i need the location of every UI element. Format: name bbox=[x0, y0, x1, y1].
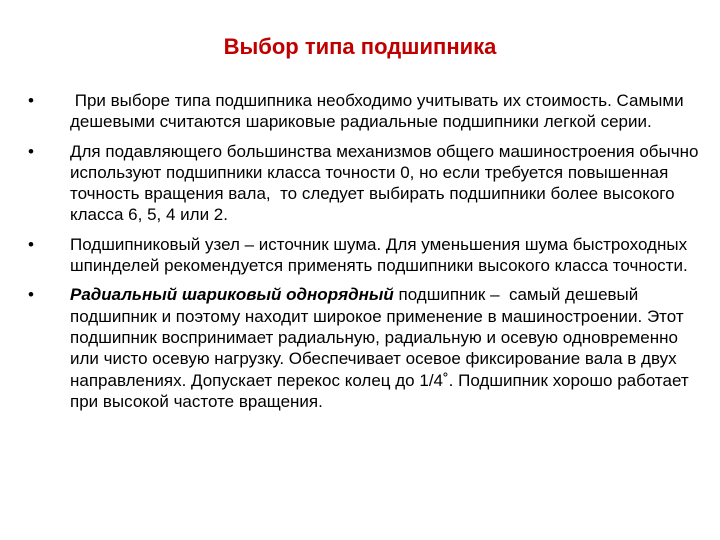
bullet-item-precision bbox=[28, 141, 703, 226]
bullet-item-noise bbox=[28, 234, 703, 277]
bullet-icon: • bbox=[28, 285, 34, 305]
bullet-item-cost bbox=[28, 90, 703, 133]
bullet-text: При выборе типа подшипника необходимо учитывать их стоимость. Самыми дешевыми считаются шариковые радиальные подшипники легкой серии. bbox=[70, 91, 684, 132]
slide-title: Выбор типа подшипника bbox=[223, 34, 497, 59]
bullet-icon: • bbox=[28, 141, 34, 161]
bullet-icon: • bbox=[28, 234, 34, 254]
bullet-icon: • bbox=[28, 91, 34, 110]
bullet-item-radial-ball bbox=[28, 284, 703, 412]
bullet-emphasis: Радиальный шариковый однорядный bbox=[70, 285, 394, 305]
bullet-list bbox=[28, 90, 703, 420]
bullet-text: Подшипниковый узел – источник шума. Для уменьшения шума быстроходных шпинделей рекомендуется применять подшипники высокого класса точности. bbox=[70, 234, 688, 276]
bullet-text: Для подавляющего большинства механизмов общего машиностроения обычно используют подшипники класса точности 0, но если требуется повышенная точность вращения вала, то следует выбирать подшипники более высокого класса 6, 5, 4 или 2. bbox=[70, 141, 699, 225]
bullet-text-rest: подшипник – самый дешевый подшипник и поэтому находит широкое применение в машиностроении. Этот подшипник воспринимает радиальную, радиальную и осевую одновременно или чисто осевую нагрузку. Обеспечивает осевое фиксирование вала в двух направлениях. Допускает перекос колец до 1/4˚. Подшипник хорошо работает при высокой частоте вращения. bbox=[70, 285, 689, 411]
bullet-text bbox=[70, 285, 689, 410]
